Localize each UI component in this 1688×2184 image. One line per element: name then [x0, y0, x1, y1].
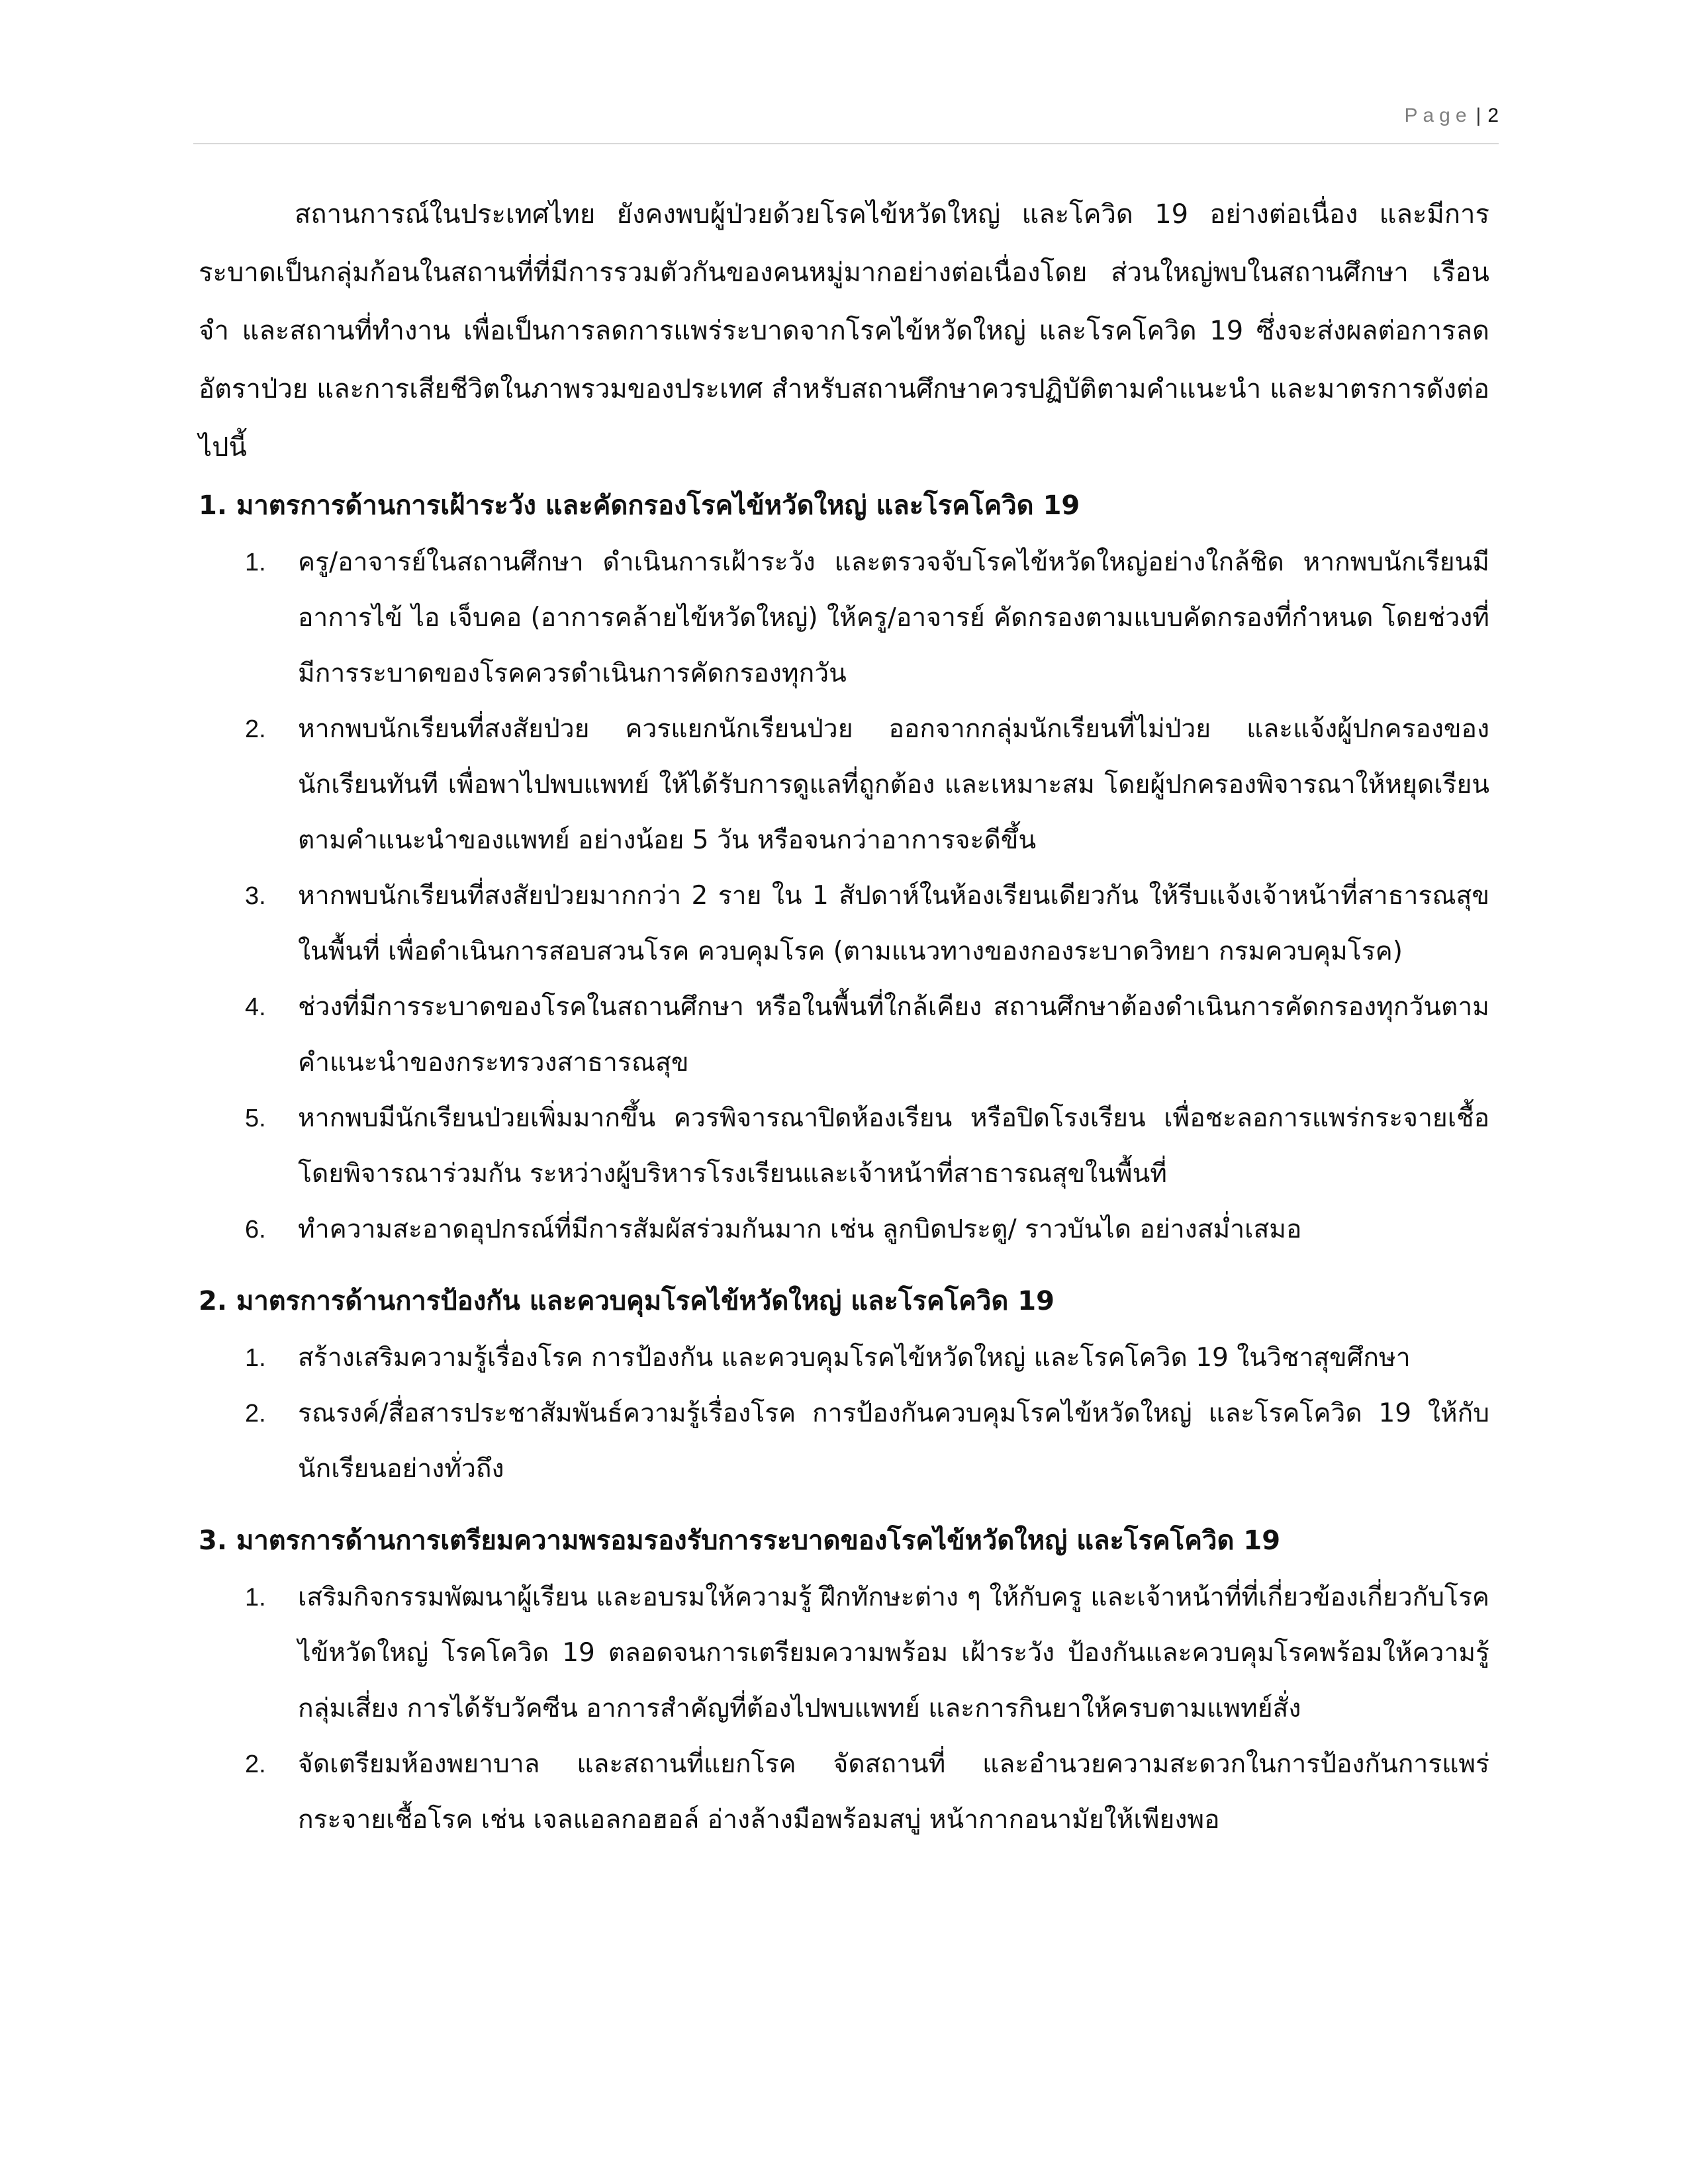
list-item: [199, 1091, 1489, 1202]
page-header: [193, 99, 1499, 144]
list-item-text: เสริมกิจกรรมพัฒนาผู้เรียน และอบรมให้ความรู้ ฝึกทักษะต่าง ๆ ให้กับครู และเจ้าหน้าที่ที่เกี่ยวข้องเกี่ยวกับโรคไข้หวัดใหญ่ โรคโควิด 19 ตลอดจนการเตรียมความพร้อม เฝ้าระวัง ป้องกันและควบคุมโรคพร้อมให้ความรู้กลุ่มเสี่ยง การได้รับวัคซีน อาการสำคัญที่ต้องไปพบแพทย์ และการกินยาให้ครบตามแพทย์สั่ง: [298, 1582, 1489, 1723]
section-heading: 2. มาตรการด้านการป้องกัน และควบคุมโรคไข้หวัดใหญ่ และโรคโควิด 19: [199, 1286, 1055, 1316]
list-item: [199, 535, 1489, 702]
list-item-text: หากพบนักเรียนที่สงสัยป่วย ควรแยกนักเรียนป่วย ออกจากกลุ่มนักเรียนที่ไม่ป่วย และแจ้งผู้ปกครองของนักเรียนทันที เพื่อพาไปพบแพทย์ ให้ได้รับการดูแลที่ถูกต้อง และเหมาะสม โดยผู้ปกครองพิจารณาให้หยุดเรียนตามคำแนะนำของแพทย์ อย่างน้อย 5 วัน หรือจนกว่าอาการจะดีขึ้น: [298, 714, 1489, 855]
list-item-number: 3.: [245, 882, 266, 910]
section-heading: 3. มาตรการด้านการเตรียมความพรอมรองรับการระบาดของโรคไข้หวัดใหญ่ และโรคโควิด 19: [199, 1525, 1281, 1556]
list-item-text: หากพบนักเรียนที่สงสัยป่วยมากกว่า 2 ราย ใน 1 สัปดาห์ในห้องเรียนเดียวกัน ให้รีบแจ้งเจ้าหน้าที่สาธารณสุขในพื้นที่ เพื่อดำเนินการสอบสวนโรค ควบคุมโรค (ตามแนวทางของกองระบาดวิทยา กรมควบคุมโรค): [298, 881, 1489, 966]
list-item-text: หากพบมีนักเรียนป่วยเพิ่มมากขึ้น ควรพิจารณาปิดห้องเรียน หรือปิดโรงเรียน เพื่อชะลอการแพร่กระจายเชื้อโดยพิจารณาร่วมกัน ระหว่างผู้บริหารโรงเรียนและเจ้าหน้าที่สาธารณสุขในพื้นที่: [298, 1103, 1489, 1189]
list-item: [199, 1570, 1489, 1737]
list-item: [199, 1386, 1489, 1497]
list-item-number: 2.: [245, 1751, 266, 1778]
list-item-number: 1.: [245, 1584, 266, 1612]
list-item: [199, 702, 1489, 868]
page-separator: |: [1476, 105, 1481, 126]
section-list: [199, 535, 1489, 1257]
list-item-text: ช่วงที่มีการระบาดของโรคในสถานศึกษา หรือในพื้นที่ใกล้เคียง สถานศึกษาต้องดำเนินการคัดกรองทุกวันตามคำแนะนำของกระทรวงสาธารณสุข: [298, 992, 1489, 1077]
list-item: [199, 1737, 1489, 1848]
section-list: [199, 1570, 1489, 1848]
intro-paragraph: สถานการณ์ในประเทศไทย ยังคงพบผู้ป่วยด้วยโรคไข้หวัดใหญ่ และโควิด 19 อย่างต่อเนื่อง และมีการระบาดเป็นกลุ่มก้อนในสถานที่ที่มีการรวมตัวกันของคนหมู่มากอย่างต่อเนื่องโดย ส่วนใหญ่พบในสถานศึกษา เรือนจำ และสถานที่ทำงาน เพื่อเป็นการลดการแพร่ระบาดจากโรคไข้หวัดใหญ่ และโรคโควิด 19 ซึ่งจะส่งผลต่อการลดอัตราป่วย และการเสียชีวิตในภาพรวมของประเทศ สำหรับสถานศึกษาควรปฏิบัติตามคำแนะนำ และมาตรการดังต่อไปนี้: [199, 199, 1489, 463]
list-item-number: 2.: [245, 715, 266, 743]
page-label-text: Page: [1404, 105, 1472, 126]
list-item-text: สร้างเสริมความรู้เรื่องโรค การป้องกัน และควบคุมโรคไข้หวัดใหญ่ และโรคโควิด 19 ในวิชาสุขศึกษา: [298, 1343, 1411, 1373]
list-item-number: 2.: [245, 1400, 266, 1428]
list-item: [199, 1330, 1489, 1386]
list-item-text: ครู/อาจารย์ในสถานศึกษา ดำเนินการเฝ้าระวัง และตรวจจับโรคไข้หวัดใหญ่อย่างใกล้ชิด หากพบนักเรียนมีอาการไข้ ไอ เจ็บคอ (อาการคล้ายไข้หวัดใหญ่) ให้ครู/อาจารย์ คัดกรองตามแบบคัดกรองที่กำหนด โดยช่วงที่มีการระบาดของโรคควรดำเนินการคัดกรองทุกวัน: [298, 547, 1489, 688]
list-item-number: 6.: [245, 1216, 266, 1244]
section-preparedness: [199, 1512, 1489, 1848]
section-prevention: [199, 1272, 1489, 1497]
section-heading: 1. มาตรการด้านการเฝ้าระวัง และคัดกรองโรคไข้หวัดใหญ่ และโรคโควิด 19: [199, 490, 1080, 521]
list-item-number: 1.: [245, 549, 266, 576]
list-item-text: จัดเตรียมห้องพยาบาล และสถานที่แยกโรค จัดสถานที่ และอำนวยความสะดวกในการป้องกันการแพร่กระจายเชื้อโรค เช่น เจลแอลกอฮอล์ อ่างล้างมือพร้อมสบู่ หน้ากากอนามัยให้เพียงพอ: [298, 1749, 1489, 1835]
document-body: [199, 185, 1489, 1848]
list-item: [199, 868, 1489, 979]
page-number-label: [1404, 105, 1499, 127]
list-item-text: ทำความสะอาดอุปกรณ์ที่มีการสัมผัสร่วมกันมาก เช่น ลูกบิดประตู/ ราวบันได อย่างสม่ำเสมอ: [298, 1214, 1302, 1244]
list-item-number: 5.: [245, 1105, 266, 1132]
section-list: [199, 1330, 1489, 1497]
list-item-number: 1.: [245, 1344, 266, 1372]
list-item: [199, 1202, 1489, 1257]
list-item-text: รณรงค์/สื่อสารประชาสัมพันธ์ความรู้เรื่องโรค การป้องกันควบคุมโรคไข้หวัดใหญ่ และโรคโควิด 19 ให้กับนักเรียนอย่างทั่วถึง: [298, 1398, 1489, 1484]
list-item-number: 4.: [245, 993, 266, 1021]
list-item: [199, 979, 1489, 1091]
page-number-value: 2: [1487, 105, 1499, 126]
section-surveillance: [199, 477, 1489, 1257]
